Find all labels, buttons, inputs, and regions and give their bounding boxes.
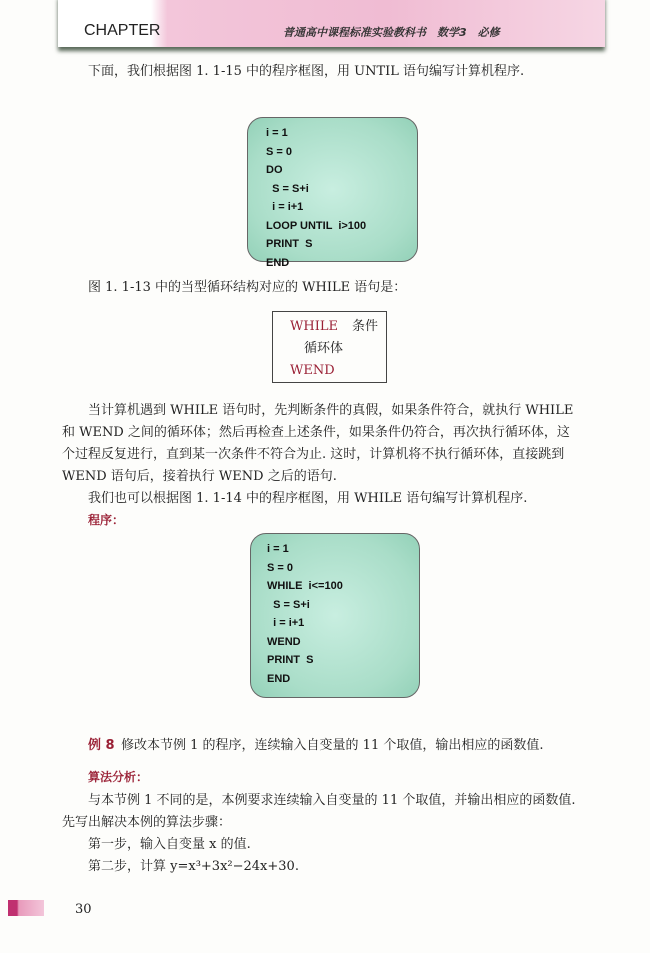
- code-box-until: [247, 117, 418, 269]
- code-line: S = 0: [267, 561, 293, 574]
- intro-while: 图 1. 1-13 中的当型循环结构对应的 WHILE 语句是：: [88, 280, 407, 295]
- program-label: 程序：: [88, 513, 125, 527]
- code-line: S = 0: [266, 145, 292, 158]
- para-line: WEND 语句后，接着执行 WEND 之后的语句.: [62, 469, 337, 484]
- page-number: 30: [75, 902, 92, 917]
- analysis-line: 先写出解决本例的算法步骤：: [62, 815, 232, 830]
- para-line: 当计算机遇到 WHILE 语句时，先判断条件的真假，如果条件符合，就执行 WHILE: [88, 403, 574, 418]
- while-condition: 条件: [352, 319, 379, 334]
- para-line: 和 WEND 之间的循环体；然后再检查上述条件，如果条件仍符合，再次执行循环体，这: [62, 425, 570, 440]
- analysis-line: 与本节例 1 不同的是，本例要求连续输入自变量的 11 个取值，并输出相应的函数值.: [88, 793, 576, 808]
- while-body: 循环体: [304, 341, 344, 356]
- example-text: 修改本节例 1 的程序，连续输入自变量的 11 个取值，输出相应的函数值.: [121, 738, 544, 753]
- code-line: WEND: [267, 635, 301, 648]
- analysis-line: 第二步，计算 y=x³+3x²−24x+30.: [88, 859, 299, 874]
- para2: 我们也可以根据图 1. 1-14 中的程序框图，用 WHILE 语句编写计算机程序.: [88, 491, 528, 506]
- example-label: 例 8: [88, 738, 115, 753]
- code-line: i = 1: [267, 543, 289, 555]
- code-line: S = S+i: [267, 598, 310, 611]
- book-title: 普通高中课程标准实验教科书 数学3 必修: [283, 26, 500, 39]
- code-line: i = i+1: [267, 617, 305, 629]
- analysis-line: 第一步，输入自变量 x 的值.: [88, 837, 251, 852]
- code-line: PRINT S: [266, 238, 313, 250]
- intro-until: 下面，我们根据图 1. 1-15 中的程序框图，用 UNTIL 语句编写计算机程序.: [88, 64, 525, 79]
- analysis-label: 算法分析：: [88, 770, 149, 784]
- code-box-while: [250, 533, 420, 698]
- code-line: END: [266, 256, 290, 269]
- while-keyword: WHILE: [290, 319, 338, 334]
- wend-keyword: WEND: [290, 363, 335, 378]
- code-line: WHILE i<=100: [267, 580, 343, 592]
- chapter-label: CHAPTER: [84, 22, 161, 39]
- code-line: DO: [266, 164, 283, 176]
- code-line: LOOP UNTIL i>100: [266, 219, 367, 232]
- code-line: PRINT S: [267, 654, 314, 666]
- code-line: i = i+1: [266, 201, 304, 213]
- page-marker: [8, 900, 44, 916]
- code-line: i = 1: [266, 127, 288, 139]
- para-line: 个过程反复进行，直到某一次条件不符合为止. 这时，计算机将不执行循环体，直接跳到: [62, 447, 565, 462]
- code-line: END: [267, 672, 291, 685]
- code-line: S = S+i: [266, 182, 309, 195]
